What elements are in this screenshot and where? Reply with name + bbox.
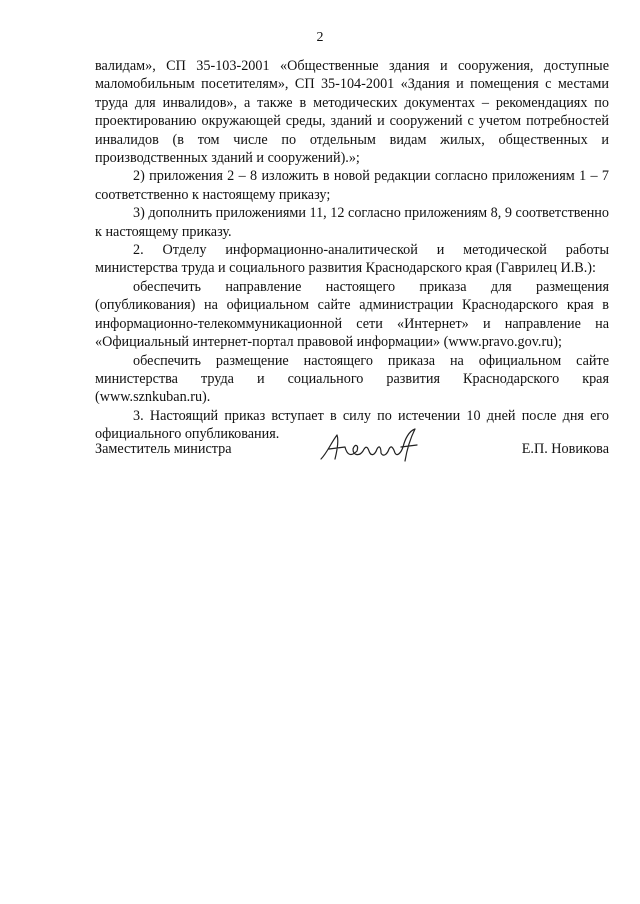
signature-block (95, 425, 609, 475)
page-number: 2 (316, 30, 324, 45)
paragraph-section-3: 3. Настоящий приказ вступает в силу по истечении 10 дней после дня его официального опубликования. (95, 407, 609, 443)
signer-name: Е.П. Новикова (521, 441, 609, 457)
handwritten-signature (317, 425, 427, 469)
paragraph-item-2: 2) приложения 2 – 8 изложить в новой редакции согласно приложениям 1 – 7 соответственно к настоящему приказу; (95, 168, 609, 203)
document-body (95, 57, 609, 444)
paragraph-site-placement: обеспечить размещение настоящего приказа на официальном сайте министерства труда и социального развития Краснодарского края (www.sznkuban.ru). (95, 352, 609, 406)
signer-title: Заместитель министра (95, 441, 232, 457)
paragraph-continuation: валидам», СП 35-103-2001 «Общественные здания и сооружения, доступные маломобильным посетителям», СП 35-104-2001 «Здания и помещения с местами труда для инвалидов», а также в методических документах – рекомендациях по проектированию окружающей среды, зданий и сооружений с учетом потребностей инвалидов (в том числе по отдельным видам жилых, общественных и производственных зданий и сооружений).»; (95, 58, 609, 167)
paragraph-item-3: 3) дополнить приложениями 11, 12 согласно приложениям 8, 9 соответственно к настоящему приказу. (95, 205, 609, 240)
paragraph-publication: обеспечить направление настоящего приказа для размещения (опубликования) на официальном сайте администрации Краснодарского края в информационно-телекоммуникационной сети «Интернет» и направление на «Официальный интернет-портал правовой информации» (www.pravo.gov.ru); (95, 278, 609, 351)
paragraph-section-2: 2. Отделу информационно-аналитической и методической работы министерства труда и социального развития Краснодарского края (Гаврилец И.В.): (95, 242, 609, 277)
